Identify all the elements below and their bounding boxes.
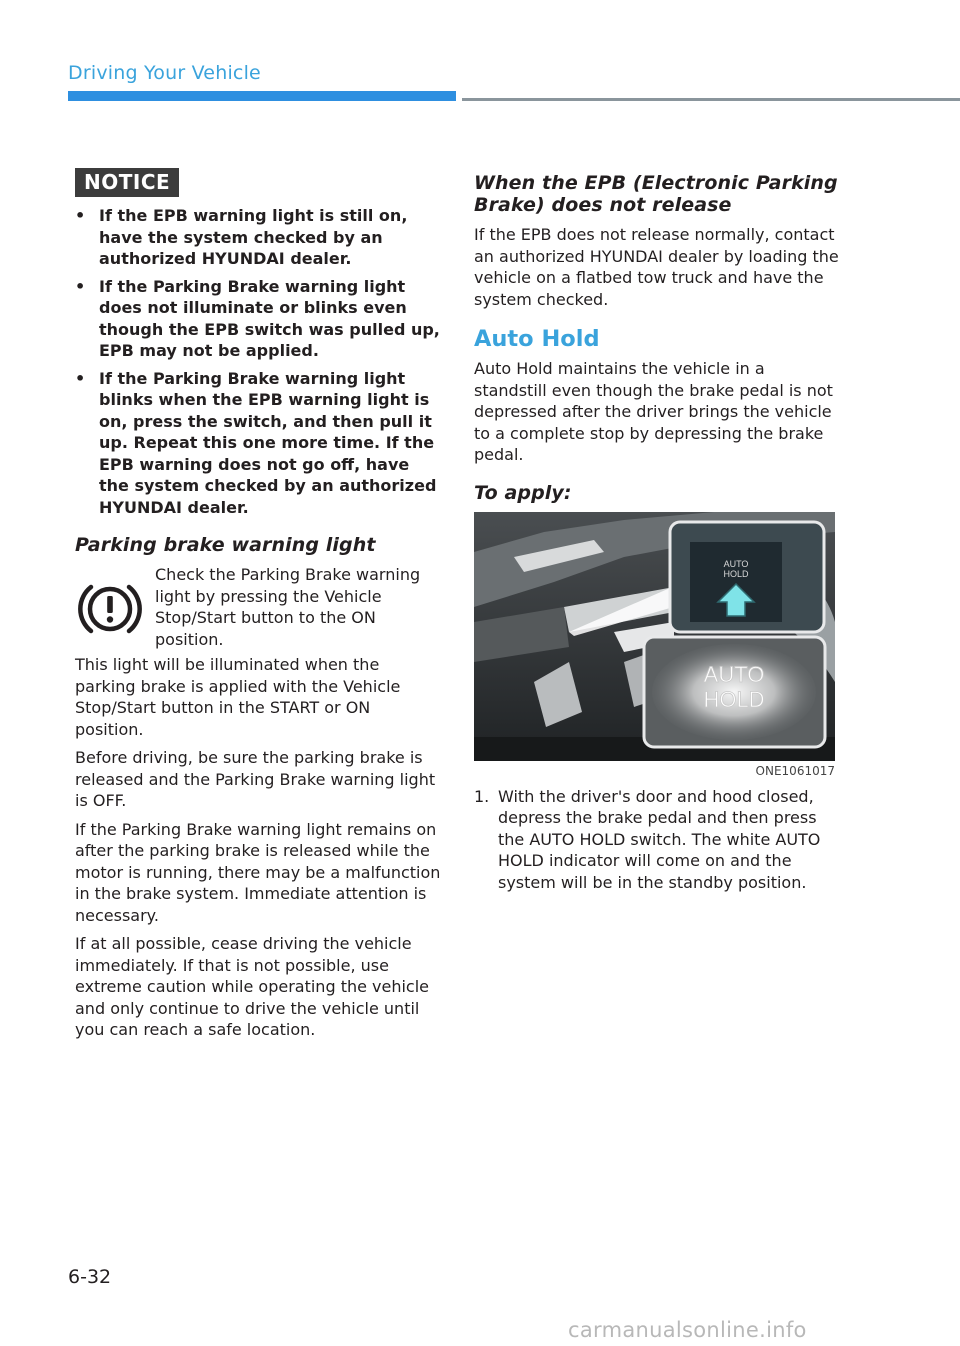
auto-hold-text: Auto Hold maintains the vehicle in a standstill even though the brake pedal is not depressed after the driver brings the vehicle to a complete stop by depressing the brake pedal. — [474, 359, 833, 464]
notice-label: NOTICE — [75, 168, 179, 197]
auto-hold-illustration — [474, 512, 835, 761]
notice-list — [75, 205, 441, 518]
parking-light-intro-block — [75, 564, 441, 654]
bullet-icon: • — [75, 276, 86, 296]
notice-item — [75, 276, 441, 362]
auto-hold-illustration-graphic — [474, 512, 835, 761]
figure-caption: ONE1061017 — [755, 763, 835, 778]
switch-label-line1: AUTO — [723, 558, 749, 569]
right-column — [474, 172, 840, 893]
bullet-icon: • — [75, 206, 86, 225]
step-item — [474, 786, 840, 894]
parking-light-heading: Parking brake warning light — [75, 534, 376, 556]
parking-brake-warning-icon — [75, 574, 145, 644]
epb-release-text: If the EPB does not release normally, contact an authorized HYUNDAI dealer by loading the vehicle on a flatbed tow truck and have the system checked. — [474, 225, 839, 309]
switch-label-line2: HOLD — [723, 568, 749, 579]
header-rule-gray — [462, 98, 960, 101]
parking-light-paragraph: If at all possible, cease driving the vehicle immediately. If that is not possible, use extreme caution while operating the vehicle and only continue to drive the vehicle until you can reach a safe location. — [75, 934, 430, 1039]
auto-hold-title: Auto Hold — [474, 326, 600, 352]
notice-item — [75, 368, 441, 519]
epb-release-heading: When the EPB (Electronic Parking Brake) does not release — [474, 172, 838, 216]
indicator-label-line2: HOLD — [703, 686, 765, 712]
parking-light-intro: Check the Parking Brake warning light by pressing the Vehicle Stop/Start button to the ON position. — [155, 565, 421, 649]
parking-light-paragraph: Before driving, be sure the parking brake is released and the Parking Brake warning light is OFF. — [75, 748, 436, 810]
page-header-title: Driving Your Vehicle — [68, 62, 261, 84]
notice-item-text: If the EPB warning light is still on, have the system checked by an authorized HYUNDAI dealer. — [99, 206, 408, 268]
indicator-label-line1: AUTO — [703, 661, 765, 687]
step-number: 1. — [474, 786, 490, 806]
left-column — [75, 168, 441, 1048]
parking-light-paragraph: This light will be illuminated when the parking brake is applied with the Vehicle Stop/Start button in the START or ON position. — [75, 655, 401, 739]
notice-item — [75, 205, 441, 270]
watermark: carmanualsonline.info — [568, 1318, 807, 1342]
to-apply-heading: To apply: — [474, 481, 572, 504]
page-number: 6-32 — [68, 1266, 112, 1288]
auto-hold-steps — [474, 786, 840, 894]
header-rule-blue — [68, 91, 456, 101]
step-text: With the driver's door and hood closed, depress the brake pedal and then press the AUTO HOLD switch. The white AUTO HOLD indicator will come on and the system will be in the standby position. — [498, 786, 821, 892]
notice-item-text: If the Parking Brake warning light does not illuminate or blinks even though the EPB switch was pulled up, EPB may not be applied. — [99, 276, 440, 360]
parking-light-paragraph: If the Parking Brake warning light remains on after the parking brake is released while the motor is running, there may be a malfunction in the brake system. Immediate attention is necessary. — [75, 819, 441, 925]
bullet-icon: • — [75, 368, 86, 388]
notice-box — [75, 168, 441, 518]
notice-item-text: If the Parking Brake warning light blinks when the EPB warning light is on, press the switch, and then pull it up. Repeat this one more time. If the EPB warning does not go off, have the system checked by an authorized HYUNDAI dealer. — [99, 368, 437, 517]
